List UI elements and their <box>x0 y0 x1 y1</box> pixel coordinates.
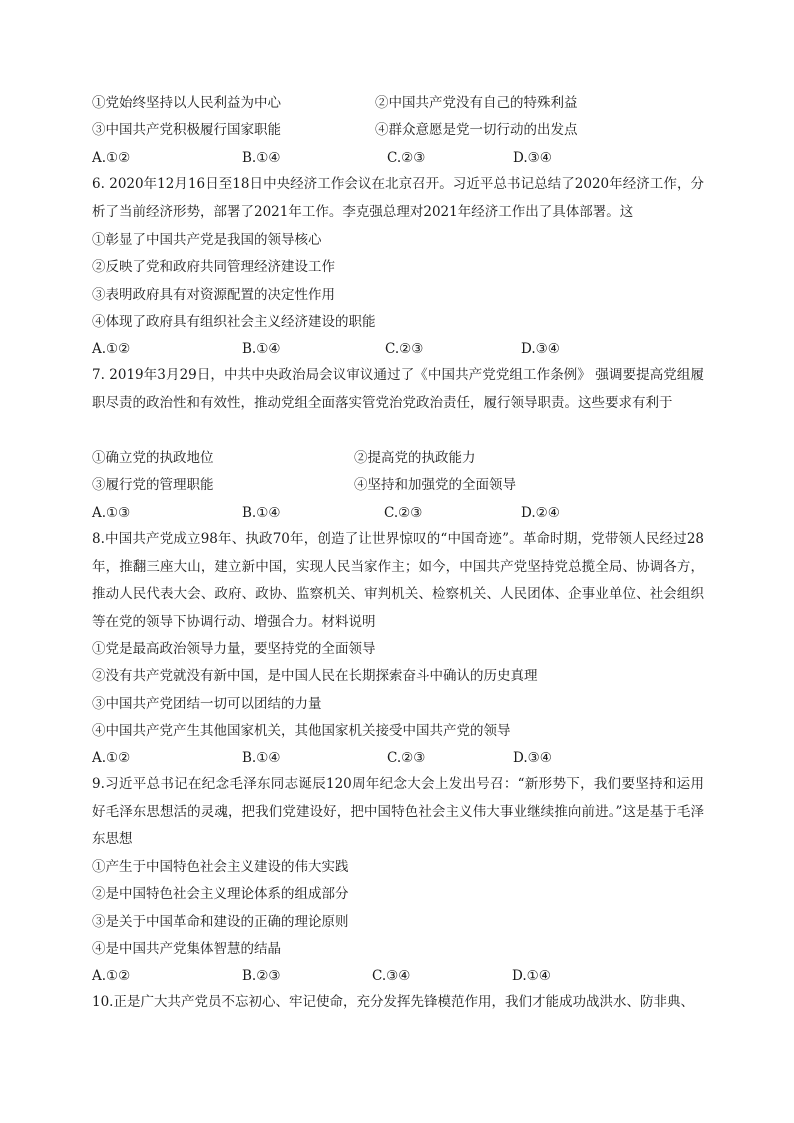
answer-choice: A.①② <box>92 150 131 166</box>
answer-choice: D.③④ <box>521 341 560 357</box>
question-9-item: ③是关于中国革命和建设的正确的理论原则 <box>92 914 349 930</box>
answer-choice: A.①② <box>92 750 131 766</box>
answer-choice: C.②③ <box>387 150 426 166</box>
question-6-item: ④体现了政府具有组织社会主义经济建设的职能 <box>92 314 376 330</box>
option-item: ③中国共产党积极履行国家职能 <box>92 122 281 138</box>
question-9-item: ④是中国共产党集体智慧的结晶 <box>92 941 281 957</box>
question-8-item: ②没有共产党就没有新中国，是中国人民在长期探索奋斗中确认的历史真理 <box>92 668 538 684</box>
answer-choice: A.①② <box>92 341 131 357</box>
answer-choice: C.②③ <box>385 341 424 357</box>
answer-choice: C.②③ <box>387 750 426 766</box>
question-6-stem: 6. 2020年12月16日至18日中央经济工作会议在北京召开。习近平总书记总结了2020年经济工作，分析了当前经济形势，部署了2021年工作。李克强总理对2021年经济工作出了具体部署。这 <box>92 176 704 220</box>
answer-choice: A.①② <box>92 968 131 984</box>
question-9-item: ②是中国特色社会主义理论体系的组成部分 <box>92 886 349 902</box>
answer-choice: B.①④ <box>242 750 281 766</box>
answer-choice: C.③④ <box>372 968 411 984</box>
option-item: ②中国共产党没有自己的特殊利益 <box>375 95 578 111</box>
answer-choice: D.②④ <box>521 505 560 521</box>
answer-choice: D.①④ <box>512 968 551 984</box>
question-10-stem: 10.正是广大共产党员不忘初心、牢记使命，充分发挥先锋模范作用，我们才能成功战洪水、防非典、 <box>92 994 694 1010</box>
option-item: ④群众意愿是党一切行动的出发点 <box>375 122 578 138</box>
question-8-item: ①党是最高政治领导力量，要坚持党的全面领导 <box>92 641 376 657</box>
option-item: ①党始终坚持以人民利益为中心 <box>92 95 281 111</box>
question-6-item: ①彰显了中国共产党是我国的领导核心 <box>92 232 322 248</box>
answer-choice: A.①③ <box>92 505 131 521</box>
answer-choice: B.②③ <box>242 968 281 984</box>
answer-choice: D.③④ <box>513 750 552 766</box>
question-8-item: ③中国共产党团结一切可以团结的力量 <box>92 696 322 712</box>
answer-choice: C.②③ <box>384 505 423 521</box>
question-6-item: ②反映了党和政府共同管理经济建设工作 <box>92 259 335 275</box>
question-8-item: ④中国共产党产生其他国家机关，其他国家机关接受中国共产党的领导 <box>92 723 511 739</box>
answer-choice: B.①④ <box>242 150 281 166</box>
answer-choice: B.①④ <box>242 505 281 521</box>
option-item: ①确立党的执政地位 <box>92 450 214 466</box>
option-item: ③履行党的管理职能 <box>92 477 214 493</box>
answer-choice: D.③④ <box>513 150 552 166</box>
answer-choice: B.①④ <box>242 341 281 357</box>
question-9-item: ①产生于中国特色社会主义建设的伟大实践 <box>92 859 349 875</box>
option-item: ④坚持和加强党的全面领导 <box>354 477 516 493</box>
question-9-stem: 9.习近平总书记在纪念毛泽东同志诞辰120周年纪念大会上发出号召：“新形势下，我们要坚持和运用好毛泽东思想活的灵魂，把我们党建设好，把中国特色社会主义伟大事业继续推向前进。”这是基于毛泽东思想 <box>92 776 704 847</box>
question-8-stem: 8.中国共产党成立98年、执政70年，创造了让世界惊叹的“中国奇迹”。革命时期，党带领人民经过28年，推翻三座大山，建立新中国，实现人民当家作主；如今，中国共产党坚持党总揽全局、协调各方，推动人民代表大会、政府、政协、监察机关、审判机关、检察机关、人民团体、企事业单位、社会组织等在党的领导下协调行动、增强合力。材料说明 <box>92 531 704 630</box>
question-7-stem: 7. 2019年3月29日，中共中央政治局会议审议通过了《中国共产党党组工作条例》 强调要提高党组履职尽责的政治性和有效性，推动党组全面落实管党治党政治责任，履行领导职责。这些要求有利于 <box>92 367 704 411</box>
option-item: ②提高党的执政能力 <box>354 450 476 466</box>
question-6-item: ③表明政府具有对资源配置的决定性作用 <box>92 287 335 303</box>
